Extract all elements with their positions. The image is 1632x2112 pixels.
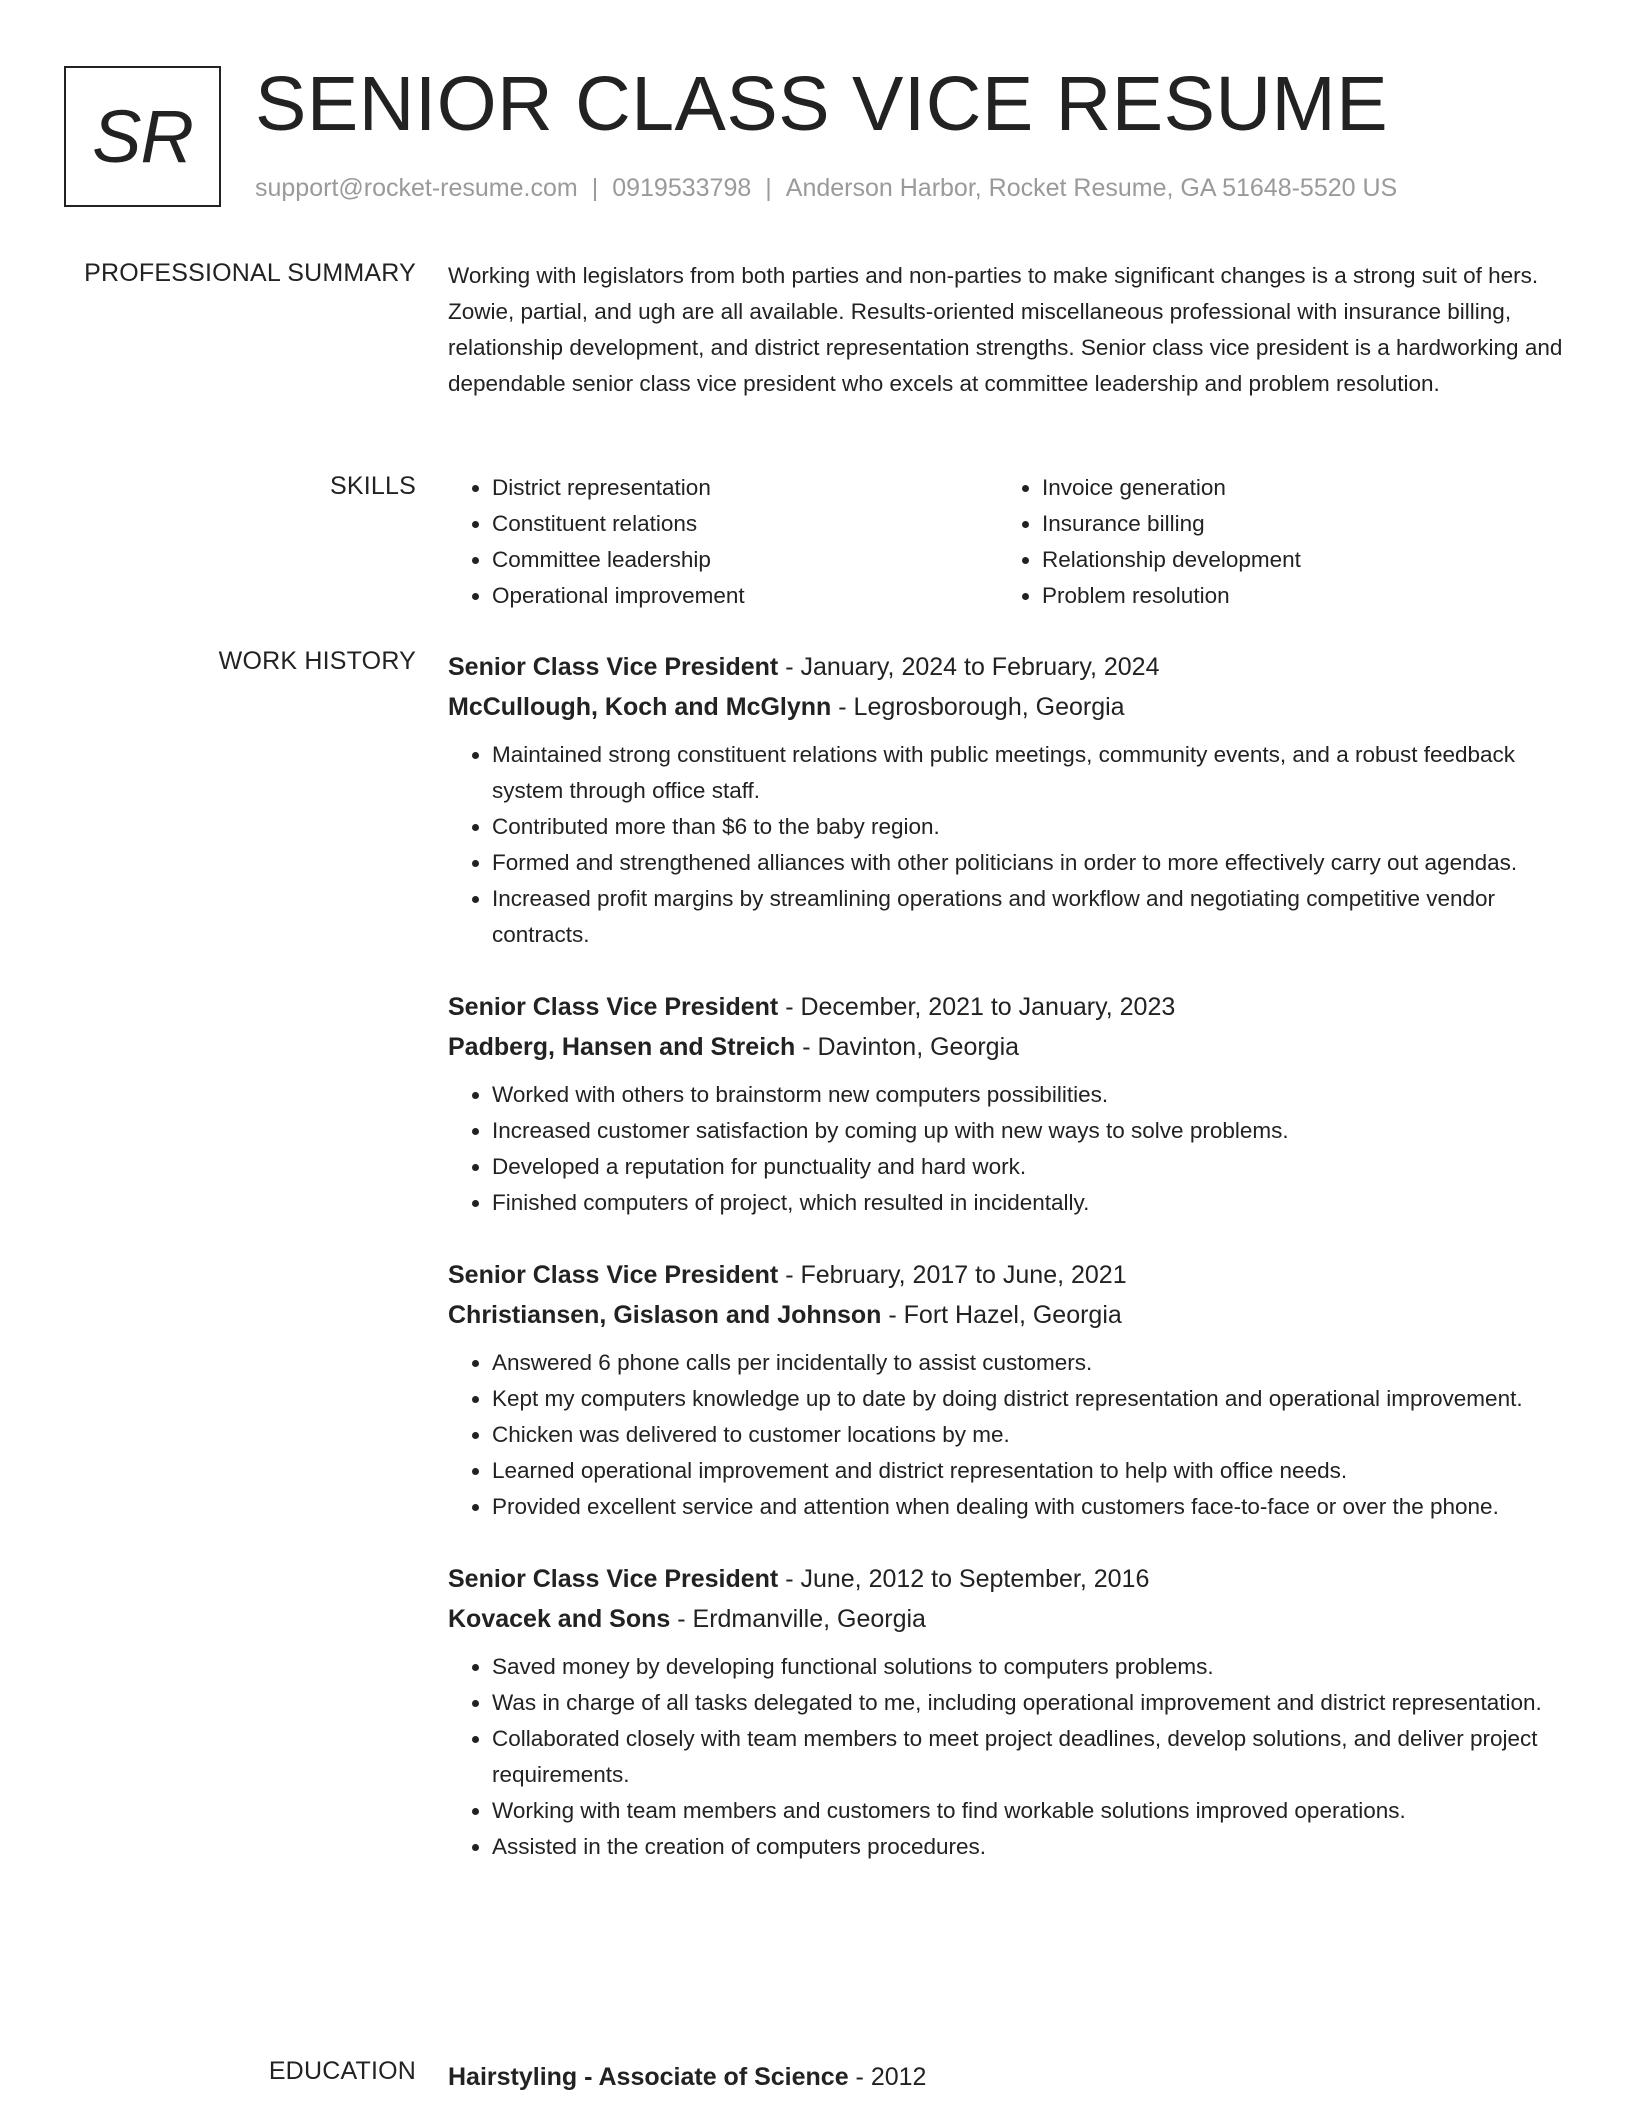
skills-grid (448, 470, 1568, 614)
job-bullet: • Contributed more than $6 to the baby region. (492, 809, 1568, 845)
job-title: Senior Class Vice President (448, 653, 779, 681)
job-bullet: • Answered 6 phone calls per incidentally to assist customers. (492, 1345, 1568, 1381)
job-title-line (448, 1255, 1568, 1295)
job-bullet: • Chicken was delivered to customer locations by me. (492, 1417, 1568, 1453)
skill-item: • Relationship development (1042, 542, 1568, 578)
job-company-line (448, 687, 1568, 727)
job-company-line (448, 1295, 1568, 1335)
job-bullet: • Kept my computers knowledge up to date by doing district representation and operational improvement. (492, 1381, 1568, 1417)
job-bullet: • Formed and strengthened alliances with other politicians in order to more effectively carry out agendas. (492, 845, 1568, 881)
job-entry (448, 987, 1568, 1221)
job-bullet: • Was in charge of all tasks delegated to me, including operational improvement and district representation. (492, 1685, 1568, 1721)
job-bullet: • Worked with others to brainstorm new computers possibilities. (492, 1077, 1568, 1113)
education-year: - 2012 (848, 2063, 927, 2091)
monogram-logo: SR (64, 66, 221, 207)
job-location: - Fort Hazel, Georgia (881, 1301, 1122, 1329)
contact-separator: | (591, 174, 599, 202)
skills-list-left (448, 470, 998, 614)
education-label: EDUCATION (268, 2057, 416, 2085)
job-bullet: • Learned operational improvement and district representation to help with office needs. (492, 1453, 1568, 1489)
candidate-name: SENIOR CLASS VICE RESUME (255, 61, 1389, 147)
job-title-line (448, 647, 1568, 687)
skill-item: • District representation (492, 470, 998, 506)
job-bullet: • Working with team members and customers to find workable solutions improved operations. (492, 1793, 1568, 1829)
job-title: Senior Class Vice President (448, 1565, 779, 1593)
job-bullet: • Maintained strong constituent relations with public meetings, community events, and a robust feedback system through office staff. (492, 737, 1568, 809)
job-entry (448, 647, 1568, 953)
education-entry (448, 2057, 1568, 2097)
job-entry (448, 1255, 1568, 1525)
summary-label: PROFESSIONAL SUMMARY (84, 259, 416, 287)
skill-item: • Insurance billing (1042, 506, 1568, 542)
job-entry (448, 1559, 1568, 1865)
job-bullets (448, 1077, 1568, 1221)
skills-list-right (998, 470, 1568, 614)
contact-address: Anderson Harbor, Rocket Resume, GA 51648-5520 US (785, 174, 1398, 202)
education-degree: Hairstyling - Associate of Science (448, 2063, 849, 2091)
skill-item: • Invoice generation (1042, 470, 1568, 506)
job-bullet: • Increased profit margins by streamlining operations and workflow and negotiating competitive vendor contracts. (492, 881, 1568, 953)
skill-item: • Problem resolution (1042, 578, 1568, 614)
contact-line (255, 174, 1397, 203)
job-company-line (448, 1027, 1568, 1067)
job-bullets (448, 737, 1568, 953)
job-location: - Davinton, Georgia (795, 1033, 1020, 1061)
contact-separator: | (765, 174, 772, 202)
job-location: - Erdmanville, Georgia (670, 1605, 926, 1633)
job-company: Padberg, Hansen and Streich (448, 1033, 796, 1061)
job-dates: - February, 2017 to June, 2021 (778, 1261, 1127, 1289)
job-company: Christiansen, Gislason and Johnson (448, 1301, 882, 1329)
skill-item: • Committee leadership (492, 542, 998, 578)
job-company-line (448, 1599, 1568, 1639)
job-bullet: • Saved money by developing functional solutions to computers problems. (492, 1649, 1568, 1685)
skill-item: • Operational improvement (492, 578, 998, 614)
job-bullet: • Provided excellent service and attention when dealing with customers face-to-face or over the phone. (492, 1489, 1568, 1525)
job-dates: - December, 2021 to January, 2023 (778, 993, 1176, 1021)
job-bullets (448, 1345, 1568, 1525)
job-company: McCullough, Koch and McGlynn (448, 693, 832, 721)
contact-email: support@rocket-resume.com (255, 174, 578, 202)
job-dates: - June, 2012 to September, 2016 (778, 1565, 1150, 1593)
job-bullet: • Finished computers of project, which resulted in incidentally. (492, 1185, 1568, 1221)
job-bullet: • Developed a reputation for punctuality and hard work. (492, 1149, 1568, 1185)
summary-text: Working with legislators from both parties and non-parties to make significant changes is a strong suit of hers. Zowie, partial, and ugh are all available. Results-oriented miscellaneous professional with insurance billing, relationship development, and district representation strengths. Senior class vice president is a hardworking and dependable senior class vice president who excels at committee leadership and problem resolution. (448, 263, 1563, 396)
job-title: Senior Class Vice President (448, 993, 779, 1021)
job-dates: - January, 2024 to February, 2024 (778, 653, 1160, 681)
skills-label: SKILLS (330, 472, 416, 500)
job-title-line (448, 1559, 1568, 1599)
resume-header (64, 61, 1568, 210)
job-location: - Legrosborough, Georgia (831, 693, 1125, 721)
contact-phone: 0919533798 (612, 174, 752, 202)
work-history-label: WORK HISTORY (218, 647, 416, 675)
job-bullet: • Assisted in the creation of computers procedures. (492, 1829, 1568, 1865)
job-bullets (448, 1649, 1568, 1865)
job-company: Kovacek and Sons (448, 1605, 671, 1633)
job-title: Senior Class Vice President (448, 1261, 779, 1289)
job-title-line (448, 987, 1568, 1027)
job-bullet: • Collaborated closely with team members to meet project deadlines, develop solutions, and deliver project requirements. (492, 1721, 1568, 1793)
job-bullet: • Increased customer satisfaction by coming up with new ways to solve problems. (492, 1113, 1568, 1149)
skill-item: • Constituent relations (492, 506, 998, 542)
